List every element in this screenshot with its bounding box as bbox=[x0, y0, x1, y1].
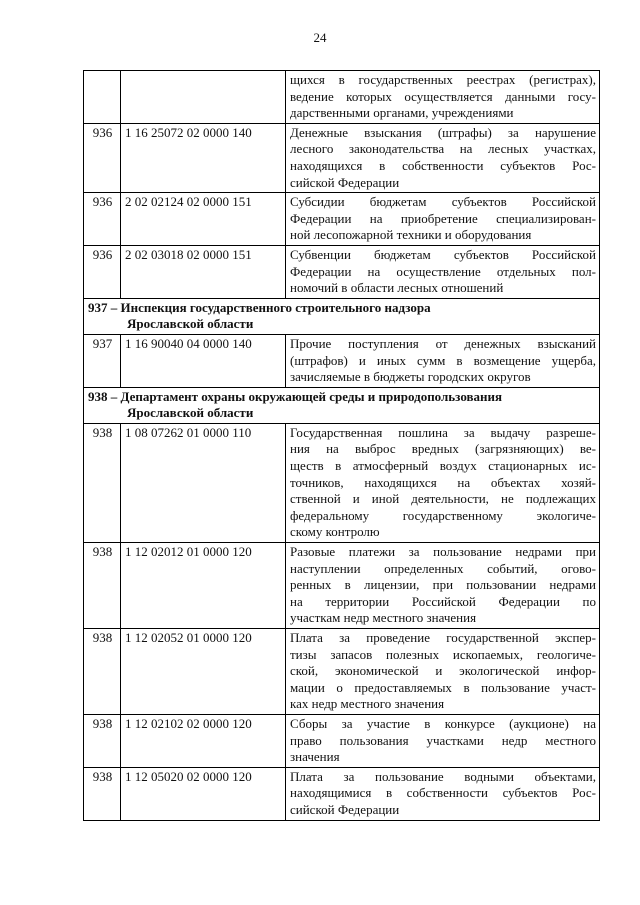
table-row bbox=[84, 245, 600, 298]
section-header-title: 938 – Департамент охраны окружающей среды и природопользования bbox=[88, 388, 503, 404]
description-line: мации о предоставляемых в пользование участ- bbox=[290, 679, 596, 695]
section-header-title: 937 – Инспекция государственного строительного надзора bbox=[88, 299, 431, 315]
description-line: скому контролю bbox=[290, 524, 380, 540]
description-cell bbox=[286, 767, 600, 820]
budget-classification-code-cell: 1 16 90040 04 0000 140 bbox=[121, 334, 286, 387]
description-line: точников, находящихся на объектах хозяй- bbox=[290, 474, 596, 490]
section-header-subtitle: Ярославской области bbox=[127, 405, 254, 421]
table-row bbox=[84, 543, 600, 629]
description-line: сийской Федерации bbox=[290, 801, 400, 817]
budget-classification-code-cell: 2 02 03018 02 0000 151 bbox=[121, 245, 286, 298]
admin-code-cell: 938 bbox=[84, 543, 121, 629]
budget-classification-code-cell: 1 12 02052 01 0000 120 bbox=[121, 629, 286, 715]
budget-classification-code-cell: 1 12 05020 02 0000 120 bbox=[121, 767, 286, 820]
table-row bbox=[84, 629, 600, 715]
description-line: Плата за проведение государственной экспер- bbox=[290, 630, 596, 645]
description-cell bbox=[286, 245, 600, 298]
description-line: зачисляемые в бюджеты городских округов bbox=[290, 369, 531, 385]
description-line: ной лесопожарной техники и оборудования bbox=[290, 227, 532, 243]
description-line: Плата за пользование водными объектами, bbox=[290, 768, 596, 784]
description-line: находящимися в собственности субъектов Рос- bbox=[290, 785, 596, 801]
table-row bbox=[84, 334, 600, 387]
description-line: федеральному государственному экологиче- bbox=[290, 507, 596, 523]
budget-classification-code-cell: 1 12 02102 02 0000 120 bbox=[121, 714, 286, 767]
description-cell bbox=[286, 71, 600, 124]
description-line: ведение которых осуществляется данными госу- bbox=[290, 88, 596, 104]
description-line: Субвенции бюджетам субъектов Российской bbox=[290, 246, 596, 262]
description-line: право пользования участками недр местного bbox=[290, 732, 596, 748]
description-line: (штрафов) и иных сумм в возмещение ущерба, bbox=[290, 352, 596, 368]
admin-code-cell: 938 bbox=[84, 714, 121, 767]
admin-code-cell: 938 bbox=[84, 767, 121, 820]
description-cell bbox=[286, 629, 600, 715]
description-cell bbox=[286, 193, 600, 246]
description-cell bbox=[286, 543, 600, 629]
description-line: Федерации на приобретение специализирован- bbox=[290, 210, 596, 226]
description-line: ществ в атмосферный воздух стационарных ис- bbox=[290, 458, 596, 474]
description-line: находящихся в собственности субъектов Рос- bbox=[290, 157, 596, 173]
description-line: Субсидии бюджетам субъектов Российской bbox=[290, 194, 596, 210]
page-number: 24 bbox=[313, 30, 327, 45]
table-row bbox=[84, 71, 600, 124]
description-line: значения bbox=[290, 749, 340, 765]
admin-code-cell bbox=[84, 71, 121, 124]
section-header-subtitle: Ярославской области bbox=[127, 316, 254, 332]
table-row bbox=[84, 714, 600, 767]
admin-code-cell: 936 bbox=[84, 245, 121, 298]
description-cell bbox=[286, 423, 600, 542]
table-row bbox=[84, 193, 600, 246]
description-line: Разовые платежи за пользование недрами при bbox=[290, 544, 596, 560]
admin-code-cell: 937 bbox=[84, 334, 121, 387]
description-line: Денежные взыскания (штрафы) за нарушение bbox=[290, 124, 596, 140]
admin-code-cell: 938 bbox=[84, 423, 121, 542]
description-line: Государственная пошлина за выдачу разреше- bbox=[290, 424, 596, 440]
table-body bbox=[84, 71, 600, 821]
budget-classification-code-cell: 2 02 02124 02 0000 151 bbox=[121, 193, 286, 246]
description-line: Федерации на осуществление отдельных пол- bbox=[290, 263, 596, 279]
description-line: сийской Федерации bbox=[290, 174, 400, 190]
description-line: ренных в лицензии, при пользовании недрами bbox=[290, 577, 596, 593]
description-line: ственной и иной деятельности, не подлежащих bbox=[290, 491, 596, 507]
description-line: участкам недр местного значения bbox=[290, 610, 477, 626]
description-line: на территории Российской Федерации по bbox=[290, 593, 596, 609]
table-row bbox=[84, 423, 600, 542]
description-line: ской, экономической и экологической инфор- bbox=[290, 663, 596, 679]
budget-classification-code-cell bbox=[121, 71, 286, 124]
admin-code-cell: 936 bbox=[84, 193, 121, 246]
description-line: ках недр местного значения bbox=[290, 696, 445, 712]
budget-classification-code-cell: 1 16 25072 02 0000 140 bbox=[121, 123, 286, 192]
description-line: Сборы за участие в конкурсе (аукционе) на bbox=[290, 715, 596, 731]
budget-classification-code-cell: 1 12 02012 01 0000 120 bbox=[121, 543, 286, 629]
description-line: щихся в государственных реестрах (регистрах), bbox=[290, 72, 596, 87]
table-row bbox=[84, 767, 600, 820]
budget-code-table bbox=[83, 70, 600, 821]
description-line: тизы запасов полезных ископаемых, геологиче- bbox=[290, 646, 596, 662]
budget-classification-code-cell: 1 08 07262 01 0000 110 bbox=[121, 423, 286, 542]
section-header bbox=[84, 387, 600, 423]
description-line: наступлении определенных событий, огово- bbox=[290, 560, 596, 576]
description-line: номочий в области лесных отношений bbox=[290, 280, 504, 296]
section-header-row bbox=[84, 387, 600, 423]
description-line: лесного законодательства на лесных участках, bbox=[290, 141, 596, 157]
description-cell bbox=[286, 334, 600, 387]
description-line: Прочие поступления от денежных взысканий bbox=[290, 335, 596, 351]
description-cell bbox=[286, 714, 600, 767]
admin-code-cell: 938 bbox=[84, 629, 121, 715]
table-row bbox=[84, 123, 600, 192]
admin-code-cell: 936 bbox=[84, 123, 121, 192]
section-header-row bbox=[84, 298, 600, 334]
description-line: ния на выброс вредных (загрязняющих) ве- bbox=[290, 441, 596, 457]
section-header bbox=[84, 298, 600, 334]
description-cell bbox=[286, 123, 600, 192]
description-line: дарственными органами, учреждениями bbox=[290, 105, 514, 121]
